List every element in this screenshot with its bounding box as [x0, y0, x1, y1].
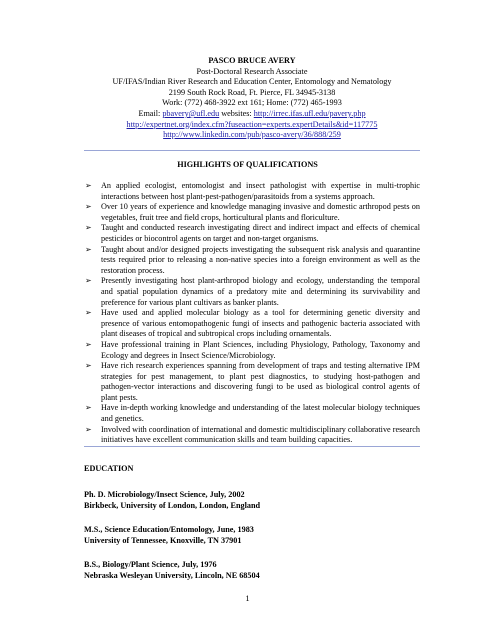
email-line: [72, 109, 432, 120]
highlight-item: [84, 361, 420, 403]
highlights-heading: HIGHLIGHTS OF QUALIFICATIONS: [177, 160, 318, 169]
school: University of Tennessee, Knoxville, TN 37901: [84, 535, 242, 545]
highlight-item: [84, 223, 420, 244]
arrow-bullet-icon: ➢: [85, 223, 92, 233]
highlight-item: [84, 425, 420, 446]
highlight-item: [84, 403, 420, 424]
arrow-bullet-icon: ➢: [85, 276, 92, 286]
education-entry: [84, 490, 420, 511]
arrow-bullet-icon: ➢: [85, 202, 92, 212]
arrow-bullet-icon: ➢: [85, 361, 92, 371]
website-link-irrec[interactable]: http://irrec.ifas.ufl.edu/pavery.php: [253, 108, 366, 118]
arrow-bullet-icon: ➢: [85, 403, 92, 413]
address: 2199 South Rock Road, Ft. Pierce, FL 34945-3138: [168, 87, 336, 97]
education-heading: EDUCATION: [84, 464, 134, 473]
organization: UF/IFAS/Indian River Research and Education Center, Entomology and Nematology: [112, 77, 392, 87]
contact-header: [72, 56, 432, 141]
highlights-list: [84, 181, 420, 446]
school: Birkbeck, University of London, London, England: [84, 500, 261, 510]
highlight-text: An applied ecologist, entomologist and insect pathologist with expertise in multi-trophic interactions between host plant-pest-pathogen/parasitoids from a systems approach.: [101, 181, 420, 201]
person-name: PASCO BRUCE AVERY: [208, 56, 296, 65]
section-divider: [84, 446, 420, 447]
section-divider: [84, 150, 420, 151]
websites-label: websites:: [219, 108, 254, 118]
website-link-linkedin[interactable]: http://www.linkedin.com/pub/pasco-avery/36/888/259: [163, 130, 341, 140]
highlight-item: [84, 202, 420, 223]
degree: B.S., Biology/Plant Science, July, 1976: [84, 560, 217, 569]
page-number: 1: [245, 593, 250, 603]
arrow-bullet-icon: ➢: [85, 181, 92, 190]
arrow-bullet-icon: ➢: [85, 308, 92, 318]
highlight-text: Have professional training in Plant Sciences, including Physiology, Pathology, Taxonomy and Ecology and degrees in Insect Science/Microbiology.: [101, 339, 420, 360]
highlight-text: Taught about and/or designed projects investigating the subsequent risk analysis and quarantine tests required prior to releasing a non-native species into a foreign environment as well as the restoration process.: [101, 244, 420, 275]
email-label: Email:: [138, 108, 163, 118]
highlight-item: [84, 340, 420, 361]
highlight-text: Taught and conducted research investigating direct and indirect impact and effects of chemical pesticides or biocontrol agents on target and non-target organisms.: [101, 223, 420, 243]
arrow-bullet-icon: ➢: [85, 424, 92, 434]
highlight-text: Have rich research experiences spanning from development of traps and testing alternative IPM strategies for pest management, to plant pest diagnostics, to studying host-pathogen and pathogen-vector interactions and discovering fungi to be used as biological control agents of plant pests.: [101, 361, 420, 402]
highlight-item: [84, 245, 420, 277]
job-title: Post-Doctoral Research Associate: [196, 66, 308, 76]
arrow-bullet-icon: ➢: [85, 339, 92, 349]
school: Nebraska Wesleyan University, Lincoln, NE 68504: [84, 570, 260, 580]
highlight-text: Involved with coordination of international and domestic multidisciplinary collaborative research initiatives have excellent communication skills and team building capacities.: [101, 424, 420, 445]
education-entry: [84, 560, 420, 581]
highlight-item: [84, 308, 420, 340]
highlight-text: Over 10 years of experience and knowledge managing invasive and domestic arthropod pests on vegetables, fruit tree and field crops, horticultural plants and floriculture.: [101, 202, 420, 222]
highlight-text: Presently investigating host plant-arthropod biology and ecology, understanding the temporal and spatial population dynamics of a predatory mite and determining its survivability and preference for various plant cultivars as banker plants.: [101, 276, 420, 307]
arrow-bullet-icon: ➢: [85, 244, 92, 254]
highlight-text: Have in-depth working knowledge and understanding of the latest molecular biology techniques and genetics.: [101, 403, 420, 424]
degree: Ph. D. Microbiology/Insect Science, July, 2002: [84, 490, 245, 499]
email-link[interactable]: pbavery@ufl.edu: [162, 108, 220, 118]
highlight-text: Have used and applied molecular biology as a tool for determining genetic diversity and presence of various entomopathogenic fungi of insects and pathogenic bacteria associated with plant diseases of tropical and subtropical crops including ornamentals.: [101, 308, 420, 339]
website-link-expertnet[interactable]: http://expertnet.org/index.cfm?fuseaction=experts.expertDetails&id=117775: [126, 119, 378, 129]
degree: M.S., Science Education/Entomology, June, 1983: [84, 525, 254, 534]
highlight-item: [84, 181, 420, 202]
education-entry: [84, 525, 420, 546]
highlight-item: [84, 276, 420, 308]
phone-numbers: Work: (772) 468-3922 ext 161; Home: (772) 465-1993: [162, 98, 342, 108]
